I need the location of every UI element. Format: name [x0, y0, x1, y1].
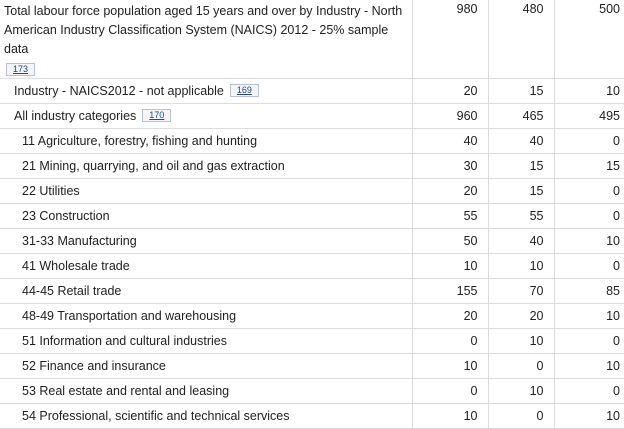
row-label: 53 Real estate and rental and leasing [0, 379, 412, 404]
value-total: 55 [412, 204, 488, 229]
row-label-text: All industry categories [14, 108, 137, 123]
table-row [0, 229, 624, 254]
value-female: 0 [554, 204, 624, 229]
table-row [0, 129, 624, 154]
value-male: 20 [488, 304, 554, 329]
value-male: 0 [488, 354, 554, 379]
row-label: 21 Mining, quarrying, and oil and gas extraction [0, 154, 412, 179]
value-total: 50 [412, 229, 488, 254]
row-label [0, 0, 412, 79]
value-male: 480 [488, 0, 554, 79]
value-total: 10 [412, 354, 488, 379]
value-male: 10 [488, 379, 554, 404]
value-total: 155 [412, 279, 488, 304]
value-female: 0 [554, 179, 624, 204]
value-total: 20 [412, 79, 488, 104]
value-total: 10 [412, 404, 488, 429]
table-row [0, 379, 624, 404]
row-label: 41 Wholesale trade [0, 254, 412, 279]
value-female: 10 [554, 354, 624, 379]
value-male: 15 [488, 79, 554, 104]
footnote-link[interactable]: 173 [6, 63, 35, 76]
value-male: 70 [488, 279, 554, 304]
value-total: 960 [412, 104, 488, 129]
value-male: 15 [488, 179, 554, 204]
value-male: 0 [488, 404, 554, 429]
footnote-link[interactable]: 170 [142, 109, 171, 122]
row-label: 48-49 Transportation and warehousing [0, 304, 412, 329]
row-label [0, 104, 412, 129]
value-male: 10 [488, 254, 554, 279]
value-female: 10 [554, 229, 624, 254]
table-row [0, 179, 624, 204]
row-label: 31-33 Manufacturing [0, 229, 412, 254]
value-female: 10 [554, 404, 624, 429]
table-row [0, 79, 624, 104]
value-male: 40 [488, 229, 554, 254]
row-label: 54 Professional, scientific and technical services [0, 404, 412, 429]
value-total: 0 [412, 329, 488, 354]
table-row [0, 0, 624, 79]
value-female: 0 [554, 254, 624, 279]
value-total: 980 [412, 0, 488, 79]
row-label-text: Total labour force population aged 15 years and over by Industry - North American Industry Classification System (NAICS) 2012 - 25% sample data [4, 4, 403, 56]
value-female: 10 [554, 79, 624, 104]
table-row [0, 304, 624, 329]
table-row [0, 279, 624, 304]
value-total: 30 [412, 154, 488, 179]
table-row [0, 104, 624, 129]
value-total: 10 [412, 254, 488, 279]
table-row [0, 404, 624, 429]
table-row [0, 154, 624, 179]
value-total: 40 [412, 129, 488, 154]
row-label: 11 Agriculture, forestry, fishing and hunting [0, 129, 412, 154]
value-male: 465 [488, 104, 554, 129]
value-male: 40 [488, 129, 554, 154]
table-row [0, 354, 624, 379]
value-total: 20 [412, 304, 488, 329]
value-female: 10 [554, 304, 624, 329]
value-female: 0 [554, 379, 624, 404]
value-total: 0 [412, 379, 488, 404]
row-label: 52 Finance and insurance [0, 354, 412, 379]
value-female: 15 [554, 154, 624, 179]
row-label [0, 79, 412, 104]
value-male: 10 [488, 329, 554, 354]
value-female: 495 [554, 104, 624, 129]
row-label-text: Industry - NAICS2012 - not applicable [14, 83, 224, 98]
value-male: 55 [488, 204, 554, 229]
value-female: 500 [554, 0, 624, 79]
row-label: 23 Construction [0, 204, 412, 229]
table-row [0, 254, 624, 279]
value-female: 85 [554, 279, 624, 304]
footnote-link[interactable]: 169 [230, 84, 259, 97]
table-row [0, 329, 624, 354]
value-male: 15 [488, 154, 554, 179]
value-female: 0 [554, 129, 624, 154]
table-row [0, 204, 624, 229]
value-total: 20 [412, 179, 488, 204]
value-female: 0 [554, 329, 624, 354]
row-label: 22 Utilities [0, 179, 412, 204]
row-label: 51 Information and cultural industries [0, 329, 412, 354]
row-label: 44-45 Retail trade [0, 279, 412, 304]
